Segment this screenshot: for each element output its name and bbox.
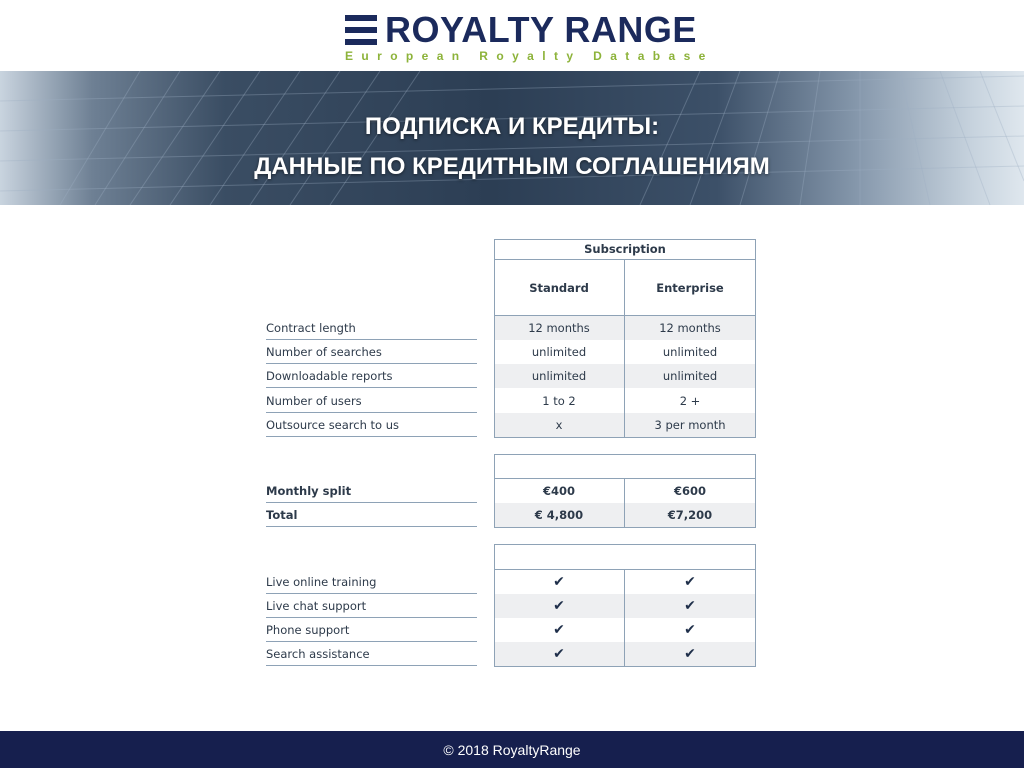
- standard-price: € 4,800: [534, 508, 584, 522]
- pricing-label: Monthly split: [266, 479, 477, 503]
- enterprise-value: unlimited: [662, 369, 718, 383]
- support-label: Phone support: [266, 618, 477, 642]
- standard-value: unlimited: [531, 345, 587, 359]
- logo-title: ROYALTY RANGE: [385, 9, 697, 50]
- standard-price: €400: [542, 484, 575, 498]
- logo-subtitle: European Royalty Database: [345, 49, 714, 63]
- copyright-text: © 2018 RoyaltyRange: [443, 742, 581, 758]
- enterprise-value: unlimited: [662, 345, 718, 359]
- standard-value: x: [555, 418, 563, 432]
- footer: [0, 731, 1024, 768]
- support-label: Live chat support: [266, 594, 477, 618]
- feature-label: Outsource search to us: [266, 413, 477, 437]
- support-header-box: [494, 544, 756, 570]
- feature-label: Downloadable reports: [266, 364, 477, 388]
- enterprise-check-icon: ✔: [684, 598, 696, 614]
- page-title-line-1: ПОДПИСКА И КРЕДИТЫ:: [364, 113, 660, 140]
- pricing-header-line: [494, 454, 624, 455]
- standard-value: 1 to 2: [542, 394, 576, 408]
- enterprise-check-icon: ✔: [684, 646, 696, 662]
- enterprise-price: €7,200: [667, 508, 713, 522]
- page-title: [0, 107, 1024, 187]
- support-label: Search assistance: [266, 642, 477, 666]
- standard-check-icon: ✔: [553, 574, 565, 590]
- page-title-line-2: ДАННЫЕ ПО КРЕДИТНЫМ СОГЛАШЕНИЯМ: [254, 153, 770, 180]
- standard-value: 12 months: [528, 321, 590, 335]
- plan-header-enterprise: Enterprise: [656, 281, 724, 295]
- pricing-header-line: [624, 454, 756, 455]
- enterprise-value: 3 per month: [654, 418, 726, 432]
- logo: [0, 0, 1024, 70]
- enterprise-value: 12 months: [659, 321, 721, 335]
- feature-label: Number of users: [266, 389, 477, 413]
- standard-value: unlimited: [531, 369, 587, 383]
- standard-check-icon: ✔: [553, 598, 565, 614]
- feature-label: Number of searches: [266, 340, 477, 364]
- pricing-header-box: [494, 454, 756, 479]
- pricing-header-right: [755, 454, 756, 479]
- feature-label: Contract length: [266, 316, 477, 340]
- subscription-group-header: Subscription: [584, 242, 666, 256]
- enterprise-price: €600: [673, 484, 706, 498]
- pricing-label: Total: [266, 503, 477, 527]
- standard-check-icon: ✔: [553, 622, 565, 638]
- enterprise-check-icon: ✔: [684, 574, 696, 590]
- plan-header-standard: Standard: [529, 281, 589, 295]
- enterprise-value: 2 +: [679, 394, 701, 408]
- support-label: Live online training: [266, 570, 477, 594]
- standard-check-icon: ✔: [553, 646, 565, 662]
- header-banner: [0, 71, 1024, 205]
- logo-lines-icon: [345, 15, 377, 45]
- enterprise-check-icon: ✔: [684, 622, 696, 638]
